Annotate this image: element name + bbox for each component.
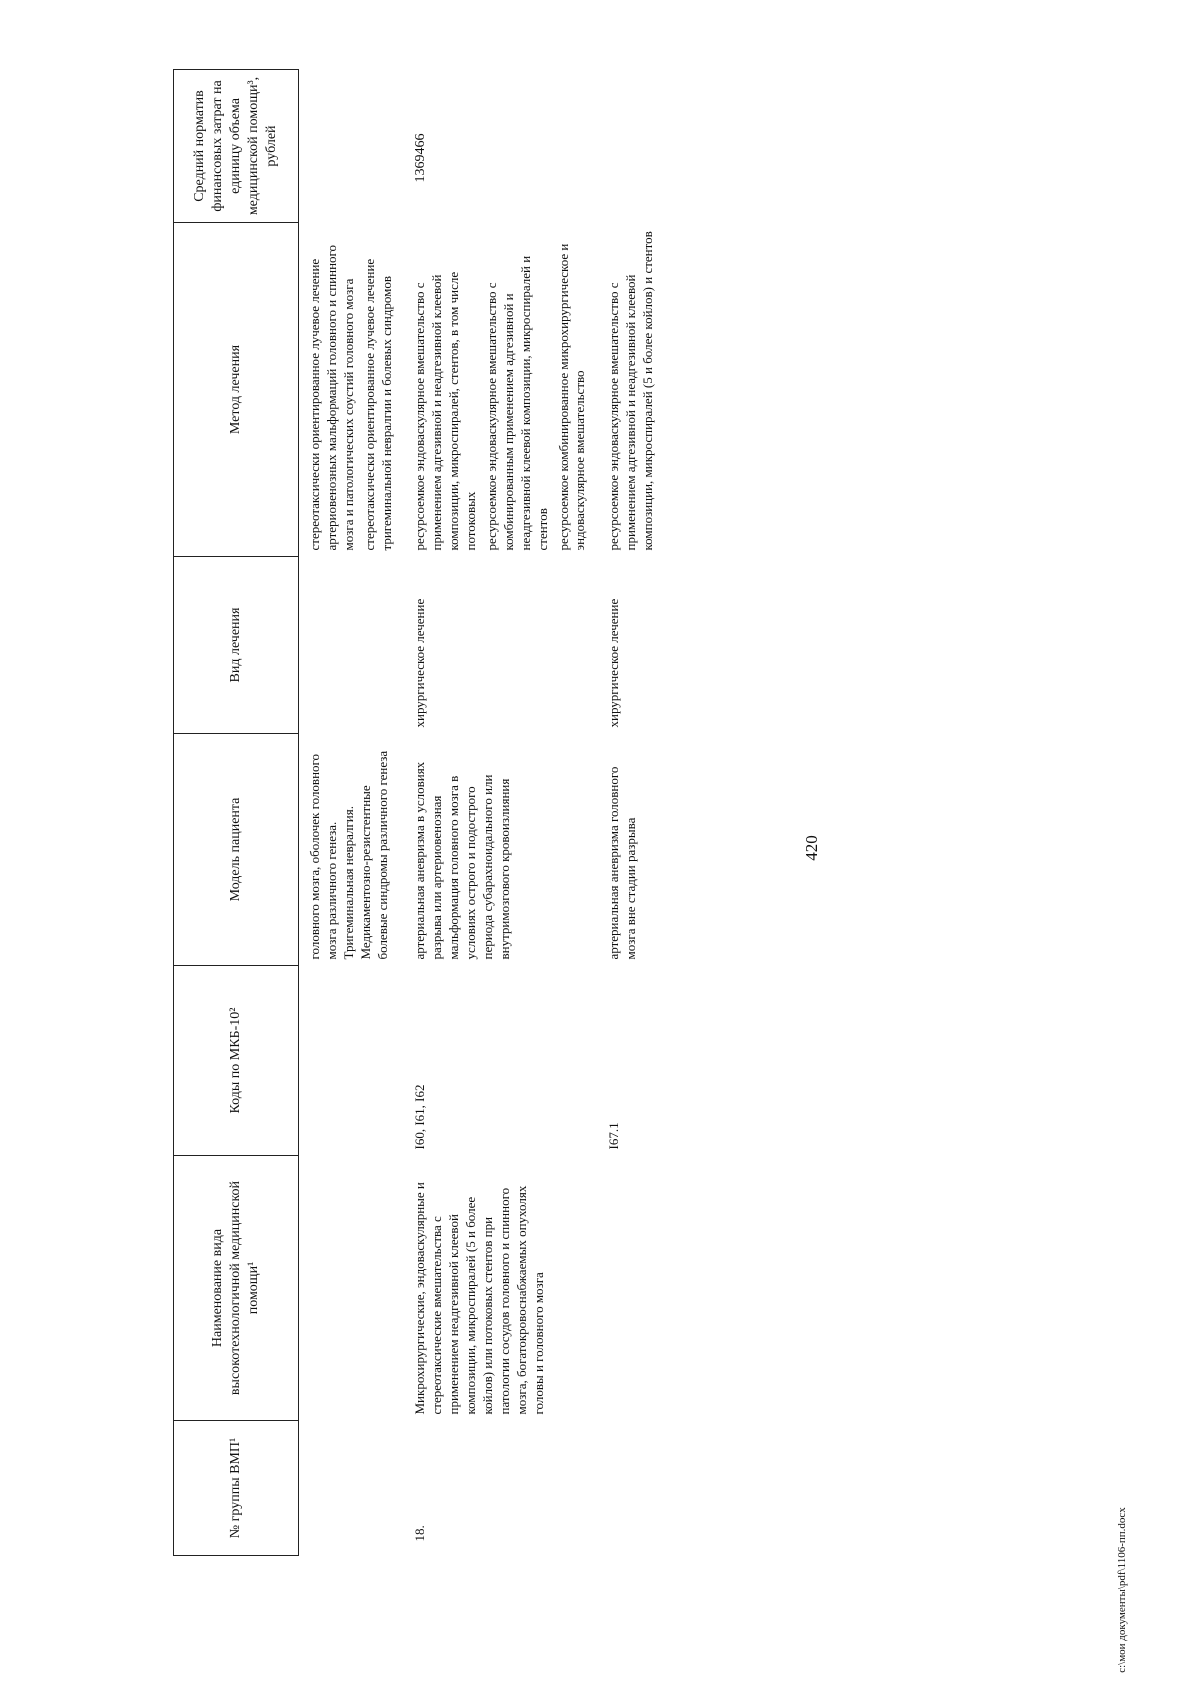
cell-icd-codes bbox=[299, 966, 399, 1156]
cell-treatment-type: хирургическое лечение bbox=[606, 598, 622, 728]
vmp-table bbox=[173, 69, 660, 1556]
cell-vmp-name bbox=[299, 1156, 399, 1421]
header-vmp-name: Наименование вида высокотехнологичной медицинской помощи¹ bbox=[174, 1156, 299, 1421]
rotated-table-frame bbox=[173, 70, 1180, 1556]
page-number: 420 bbox=[802, 835, 821, 861]
header-patient-model: Модель пациента bbox=[174, 734, 299, 966]
header-group-no: № группы ВМП¹ bbox=[174, 1421, 299, 1556]
cell-vmp-name bbox=[592, 1156, 660, 1421]
cell-treatment-methods bbox=[592, 223, 660, 557]
cell-treatment-methods bbox=[398, 223, 592, 557]
cell-vmp-name: Микрохирургические, эндоваскулярные и стереотаксические вмешательства с применением неадгезивной клеевой композиции, микроспиралей (5 и более койлов) или потоковых стентов при патологии сосудов головного и спинного мозга, богатокровоснабжаемых опухолях головы и головного мозга bbox=[412, 1182, 546, 1415]
cell-group-no bbox=[592, 1421, 660, 1556]
cell-patient-model: артериальная аневризма головного мозга вне стадии разрыва bbox=[606, 766, 639, 960]
table-row bbox=[299, 70, 399, 1556]
method-item: стереотаксически ориентированное лучевое лечение тригеминальной невралгии и болевых синдромов bbox=[361, 258, 394, 551]
cell-icd-codes: I67.1 bbox=[606, 1122, 622, 1150]
table-row bbox=[592, 70, 660, 1556]
table-row bbox=[398, 70, 592, 1556]
method-item: стереотаксически ориентированное лучевое лечение артериовенозных мальформаций головного и спинного мозга и патологических соустий головного мозга bbox=[307, 244, 356, 551]
cell-cost bbox=[299, 70, 399, 223]
method-item: ресурсоемкое эндоваскулярное вмешательство с применением адгезивной и неадгезивной клеевой композиции, микроспиралей (5 и более койлов) и стентов bbox=[606, 231, 656, 551]
cell-cost bbox=[592, 70, 660, 223]
table-header-row bbox=[174, 70, 299, 1556]
cell-patient-model: головного мозга, оболочек головного мозга различного генеза. Тригеминальная невралгия. Медикаментозно-резистентные болевые синдромы различного генеза bbox=[307, 750, 390, 960]
cell-patient-model: артериальная аневризма в условиях разрыва или артериовенозная мальформация головного мозга в условиях острого и подострого периода субарахноидального или внутримозгового кровоизлияния bbox=[412, 761, 512, 960]
header-cost: Средний норматив финансовых затрат на единицу объема медицинской помощи³, рублей bbox=[174, 70, 299, 223]
header-treatment-type: Вид лечения bbox=[174, 557, 299, 734]
cell-treatment-type: хирургическое лечение bbox=[412, 598, 428, 728]
header-treatment-method: Метод лечения bbox=[174, 223, 299, 557]
method-item: ресурсоемкое комбинированное микрохирургическое и эндоваскулярное вмешательство bbox=[555, 243, 588, 551]
cell-cost: 1369466 bbox=[413, 133, 429, 183]
footer-file-path: c:\мои документы\pdf\1106-пп.docx bbox=[1116, 1507, 1128, 1673]
cell-group-no bbox=[299, 1421, 399, 1556]
cell-group-no: 18. bbox=[412, 1525, 428, 1542]
cell-icd-codes: I60, I61, I62 bbox=[412, 1084, 428, 1150]
header-icd-codes: Коды по МКБ-10² bbox=[174, 966, 299, 1156]
method-item: ресурсоемкое эндоваскулярное вмешательство с комбинированным применением адгезивной и неадгезивной клеевой композиции, микроспиралей и стентов bbox=[484, 255, 550, 551]
cell-treatment-type bbox=[299, 557, 399, 734]
method-item: ресурсоемкое эндоваскулярное вмешательство с применением адгезивной и неадгезивной клеевой композиции, микроспиралей, стентов, в том числе потоковых bbox=[412, 271, 479, 551]
cell-treatment-methods bbox=[299, 223, 399, 557]
